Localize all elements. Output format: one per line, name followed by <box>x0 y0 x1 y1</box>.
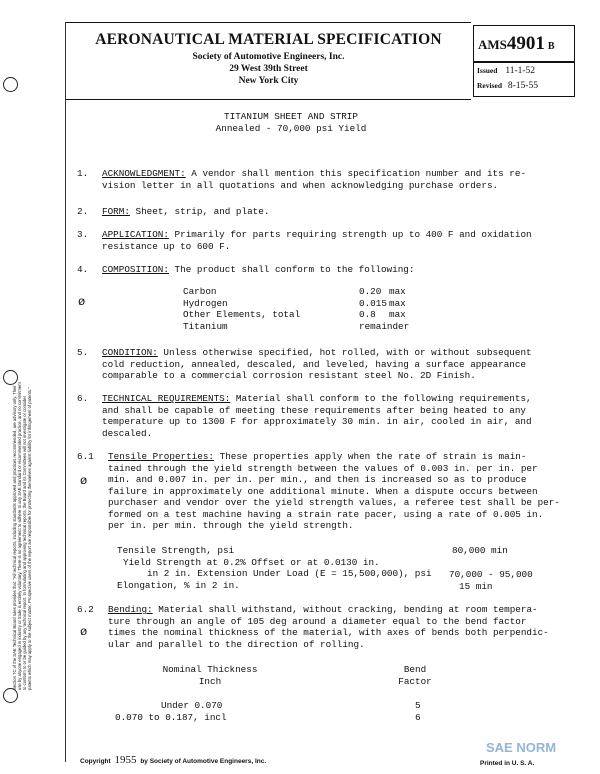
side-disclaimer: Section 7C of the SAE Technical Board rules provides that: "All technical reports, including standards approved and practices recommended, are advisory only. Their use by anyone engaged in industry or trade is entirely voluntary. There is no agreement to adhere to any SAE standard or recommended practice, and no commitment to conform to or be guided by any technical report. In formulating and approving technical reports, the Board and its Committees will not investigate or consider patents which may apply to the subject matter. Prospective users of the report are responsible for protecting themselves against liability for infringement of patents." <box>12 382 32 690</box>
table-row: 0.070 to 0.187, incl 6 <box>115 711 421 723</box>
tensile-strength-label: Tensile Strength, psi <box>117 545 235 556</box>
section-6: TECHNICAL REQUIREMENTS: Material shall conform to the following requirements, and shall be capable of meeting these requirements after being heated to any temperature up to 1300 F for approximately 30 min. in air, cooled in air, and descaled. <box>102 393 532 439</box>
tensile-strength-value: 80,000 min <box>452 545 508 556</box>
section-6-1-number: 6.1 <box>77 451 94 462</box>
punch-hole-bottom <box>3 688 18 703</box>
composition-row: Carbon 0.20 max <box>183 286 406 297</box>
section-6-number: 6. <box>77 393 89 404</box>
section-6-heading: TECHNICAL REQUIREMENTS: <box>102 393 231 404</box>
elongation-label: Elongation, % in 2 in. <box>117 579 240 591</box>
spec-number-box <box>473 25 575 62</box>
yield-extension-label: in 2 in. Extension Under Load (E = 15,500,000), psi <box>147 568 432 579</box>
composition-row: Hydrogen 0.015 max <box>183 297 406 309</box>
spec-title: AERONAUTICAL MATERIAL SPECIFICATION <box>95 31 442 48</box>
section-6-2: Bending: Material shall withstand, without cracking, bending at room tempera- ture through an angle of 105 deg around a diameter equal to the bend factor times the nominal thickness of the material, with axes of bends both perpendic- ular and parallel to the direction of rolling. <box>108 604 549 650</box>
section-6-1-heading: Tensile Properties: <box>108 451 215 462</box>
section-5: CONDITION: Unless otherwise specified, hot rolled, with or without subsequent cold reduction, annealed, descaled, and leveled, having a surface appearance comparable to a commercial corrosion resistant steel No. 2D Finish. <box>102 347 532 381</box>
bend-header-thickness: Nominal Thickness Inch <box>162 664 258 687</box>
section-5-number: 5. <box>77 347 89 358</box>
table-row: Under 0.070 5 <box>161 700 421 711</box>
tensile-table <box>117 545 557 595</box>
section-1-number: 1. <box>77 168 89 179</box>
yield-strength-label: Yield Strength at 0.2% Offset or at 0.0130 in. <box>123 556 380 568</box>
yield-strength-value: 70,000 - 95,000 <box>449 569 533 580</box>
doc-subtitle: Annealed - 70,000 psi Yield <box>215 123 367 134</box>
sae-norm-watermark: SAE NORM <box>486 740 557 755</box>
composition-row: Titanium remainder <box>183 320 410 332</box>
composition-table <box>183 286 443 332</box>
footer-copyright: Copyright 1955 by Society of Automotive Engineers, Inc. <box>80 754 267 766</box>
section-6-2-number: 6.2 <box>77 604 94 615</box>
section-5-heading: CONDITION: <box>102 347 158 358</box>
section-6-1: Tensile Properties: These properties apply when the rate of strain is main- tained through the yield strength between the values of 0.003 in. per in. per min. and 0.007 in. per in. per min., and then is increased so as to produce failure in approximately one additional minute. When a dispute occurs between purchaser and vendor over the yield strength values, a referee test shall be per- formed on a test machine having a strain rate pacer, using a rate of 0.005 in. per in. per min. through the yield strength. <box>108 451 560 531</box>
issued-row: Issued 11-1-52 <box>477 66 536 76</box>
section-3: APPLICATION: Primarily for parts requiring strength up to 400 F and oxidation resistance up to 600 F. <box>102 229 532 252</box>
doc-title: TITANIUM SHEET AND STRIP <box>224 111 358 122</box>
revised-row: Revised 8-15-55 <box>477 81 538 91</box>
bend-header-factor: Bend Factor <box>398 664 432 687</box>
dates-box <box>473 62 575 97</box>
section-2: FORM: Sheet, strip, and plate. <box>102 206 270 217</box>
revision-mark-bending: ø <box>80 625 88 639</box>
composition-row: Other Elements, total 0.8 max <box>183 309 406 320</box>
revision-mark-composition: ø <box>78 295 86 309</box>
society-address: 29 West 39th Street <box>229 64 308 74</box>
elongation-value: 15 min <box>459 581 493 592</box>
section-2-heading: FORM: <box>102 206 130 217</box>
spec-number: AMS4901 B <box>478 33 555 54</box>
section-4: COMPOSITION: The product shall conform to the following: <box>102 264 415 275</box>
section-1-heading: ACKNOWLEDGMENT: <box>102 168 186 179</box>
header-title-block <box>66 22 471 100</box>
section-6-2-heading: Bending: <box>108 604 153 615</box>
section-4-heading: COMPOSITION: <box>102 264 169 275</box>
society-name: Society of Automotive Engineers, Inc. <box>192 52 345 62</box>
section-3-number: 3. <box>77 229 89 240</box>
bend-table <box>115 664 455 724</box>
section-2-number: 2. <box>77 206 89 217</box>
section-3-heading: APPLICATION: <box>102 229 169 240</box>
footer-printed: Printed in U. S. A. <box>480 760 535 767</box>
revision-mark-tensile: ø <box>80 474 88 488</box>
section-4-number: 4. <box>77 264 89 275</box>
section-1: ACKNOWLEDGMENT: A vendor shall mention this specification number and its re- vision letter in all quotations and when acknowledging purchase orders. <box>102 168 527 191</box>
society-city: New York City <box>238 76 299 86</box>
